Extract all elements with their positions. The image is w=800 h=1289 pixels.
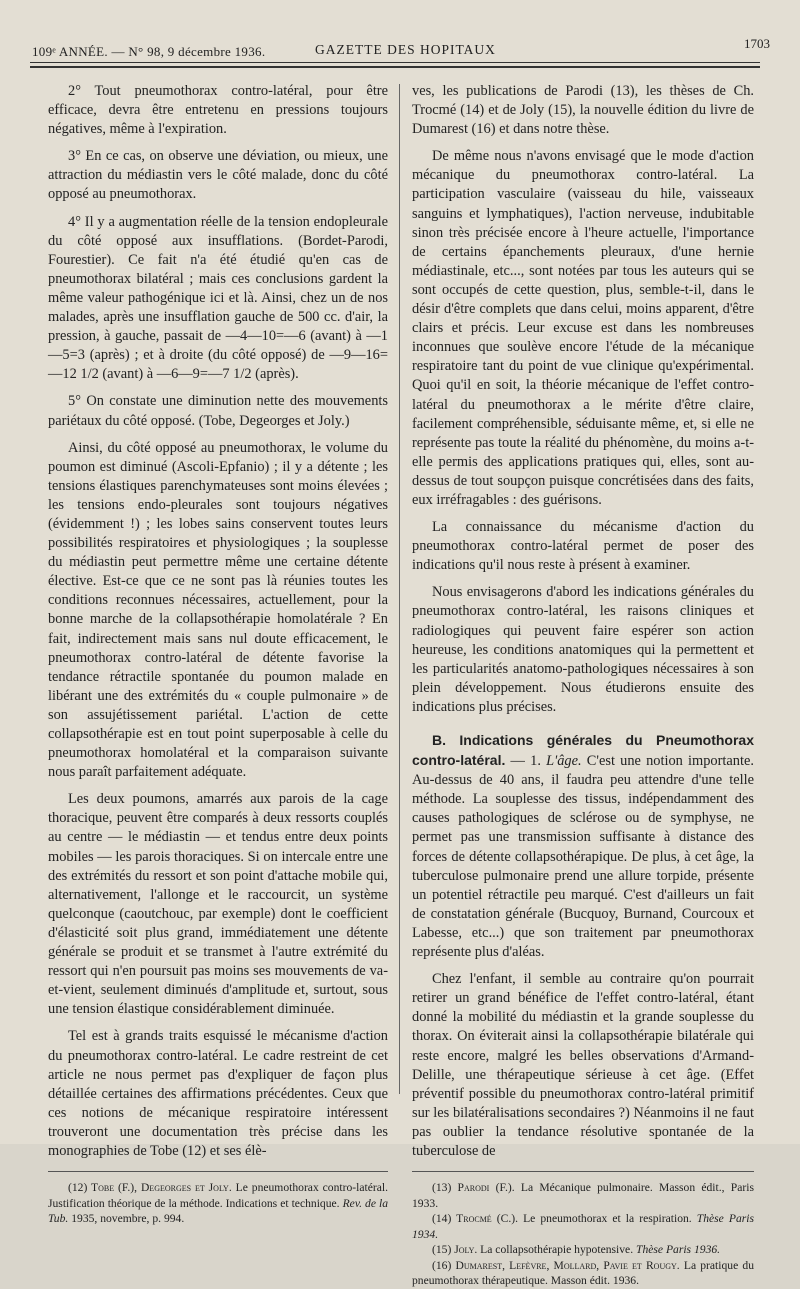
footnote-thesis: Thèse Paris 1934. bbox=[412, 1212, 754, 1241]
journal-title: GAZETTE DES HOPITAUX bbox=[315, 42, 496, 57]
footnote-rule bbox=[412, 1171, 754, 1172]
paragraph: ves, les publications de Parodi (13), les thèses de Ch. Trocmé (14) et de Joly (15), la nouvelle édition du livre de Dumarest (16) et dans notre thèse. bbox=[412, 83, 754, 138]
footnote-text: Le pneumothorax contro-latéral. Justification théorique de la méthode. Indications et technique. bbox=[48, 1181, 388, 1210]
footnote-12 bbox=[48, 1180, 388, 1227]
issue-line: 109ᵉ ANNÉE. — N° 98, 9 décembre 1936. bbox=[32, 44, 266, 59]
paragraph: Ainsi, du côté opposé au pneumothorax, le volume du poumon est diminué (Ascoli-Epfanio) ; il y a détente ; les tensions élastiques parenchymateuses sont moins élevées ; les tensions endo-pleurales sont toujours négatives (évidemment !) ; les lobes sains conservent toutes leurs possibilités respiratoires et physiologiques ; la souplesse du médiastin peut permettre même une certaine détente élective. Est-ce que ce ne sont pas là réunies toutes les conditions reconnues nécessaires, actuellement, pour la bonne marche de la collapsothérapie homolatérale ? En fait, indirectement mais sans nul doute efficacement, le pneumothorax contro-latéral de détente favorise la tendance rétractile spontanée du poumon malade en libérant une des extrémités du « couple pulmonaire » de son assujétissement pariétal. L'action de cette collapsothérapie est en tout point superposable à celle du pneumothorax homolatéral et la comparaison suivante nous paraît parfaitement adéquate. bbox=[48, 439, 388, 781]
footnote-author: (16) Dumarest, Lefèvre, Mollard, Pavie et Rougy. bbox=[432, 1258, 680, 1272]
footnote-14 bbox=[412, 1211, 754, 1242]
term: L'âge. bbox=[546, 753, 582, 770]
column-divider bbox=[399, 84, 400, 1094]
footnote-15 bbox=[412, 1242, 754, 1258]
footnote-text: Le pneumothorax et la respiration. bbox=[523, 1212, 692, 1226]
footnote-author: (13) Parodi (F.). bbox=[432, 1181, 515, 1195]
page-number: 1703 bbox=[744, 36, 770, 51]
footnote-rule bbox=[48, 1171, 388, 1172]
footnote-author: (14) Trocmé (C.). bbox=[432, 1212, 518, 1226]
section-paragraph bbox=[412, 731, 754, 962]
right-column bbox=[412, 82, 754, 1289]
footnote-13 bbox=[412, 1180, 754, 1211]
page-header bbox=[30, 28, 770, 64]
left-column bbox=[48, 82, 388, 1227]
footnote-text: 1935, novembre, p. 994. bbox=[71, 1212, 185, 1226]
paragraph: Nous envisagerons d'abord les indications générales du pneumothorax contro-latéral, les raisons cliniques et radiologiques qui peuvent faire espérer son action heureuse, les conditions anatomiques qui la permettent et les particularités anatomo-pathologiques nécessaires à son plein développement. Nous étudierons ensuite des indications plus précises. bbox=[412, 584, 754, 715]
footnote-text: La Mécanique pulmonaire. Masson édit., Paris 1933. bbox=[412, 1181, 754, 1210]
paragraph: La connaissance du mécanisme d'action du pneumothorax contro-latéral permet de poser des indications qu'il nous reste à présent à examiner. bbox=[412, 519, 754, 574]
footnote-text: La pratique du pneumothorax thérapeutique. Masson édit. 1936. bbox=[412, 1258, 754, 1288]
header-rule-double bbox=[30, 66, 760, 68]
footnote-author: (12) Tobe (F.), Degeorges et Joly. bbox=[68, 1181, 232, 1195]
paragraph: 4° Il y a augmentation réelle de la tension endopleurale du côté opposé aux insufflations. (Bordet-Parodi, Fourestier). Ce fait n'a été étudié qu'en cas de pneumothorax bilatéral ; mais ces conclusions gardent la même valeur pathogénique ici et là. Ainsi, chez un de nos malades, après une insufflation gauche de 500 cc. d'air, la pression, à gauche, passait de —4—10=—6 (avant) à —1—5=3 (après) ; et à droite (du côté opposé) de —9—16=—12 1/2 (avant) à —6—9=—7 1/2 (après). bbox=[48, 213, 388, 383]
footnote-journal: Rev. de la Tub. bbox=[48, 1196, 389, 1226]
paragraph-text: C'est une notion importante. Au-dessus de 40 ans, il faudra peu attendre d'une telle méthode. La souplesse des tissus, indépendamment des causes pathologiques de sclérose ou de symphyse, ne permet pas une transmission suffisante à distance des forces de détente collapsothérapique. De plus, à cet âge, la tuberculose pulmonaire prend une allure torpide, présente un potentiel rétractile peu marqué. C'est d'ailleurs un fait de constatation générale (Bucquoy, Burnand, Courcoux et Labesse, etc...) que son traitement par pneumothorax représente plus d'aléas. bbox=[412, 753, 754, 961]
paragraph: 5° On constate une diminution nette des mouvements pariétaux du côté opposé. (Tobe, Degeorges et Joly.) bbox=[48, 393, 388, 429]
paragraph: Chez l'enfant, il semble au contraire qu'on pourrait retirer un grand bénéfice de l'effet contro-latéral, étant donné la mobilité du médiastin et la grande souplesse du thorax. On éviterait ainsi la collapsothérapie bilatérale qui reste encore, malgré les belles observations d'Armand-Delille, une thérapeutique sérieuse à cet âge. (Effet préventif possible du pneumothorax contro-latéral primitif sur les bilatéralisations secondaires ?) Néanmoins il ne faut pas oublier la tendance résolutive spontanée de la tuberculose de bbox=[412, 971, 754, 1159]
paragraph: 2° Tout pneumothorax contro-latéral, pour être efficace, devra être entretenu en pressions toujours négatives, même à l'expiration. bbox=[48, 83, 388, 138]
lead: — 1. bbox=[510, 753, 541, 770]
section-heading: B. Indications générales du Pneumothorax contro-latéral. bbox=[412, 732, 754, 769]
paragraph: De même nous n'avons envisagé que le mode d'action mécanique du pneumothorax contro-latéral. La participation vasculaire (vaisseau du hile, vaisseaux sanguins et lymphatiques), l'action nerveuse, indubitable sinon très précisée encore à l'heure actuelle, l'importance de certains épanchements pleuraux, d'une hernie médiastinale, etc..., sont notées par tous les auteurs qui se sont occupés de cette question, plus, semble-t-il, dans le désir d'être complets que dans celui, moins apparent, d'être clairs et précis. Leur excuse est dans les nombreuses inconnues que soulève encore l'étude de la mécanique respiratoire tant du point de vue clinique qu'expérimental. Quoi qu'il en soit, la théorie mécanique de l'effet contro-latéral du pneumothorax a le mérite d'être claire, facilement compréhensible, séduisante même, et, si elle ne représente pas toute la réalité du phénomène, du moins a-t-elle permis des applications pratiques qui, elles, sont au-dessus de tout soupçon puisque concrétisées dans des faits, eux irréfragables : des guérisons. bbox=[412, 148, 754, 508]
header-rule bbox=[30, 62, 760, 63]
paragraph: 3° En ce cas, on observe une déviation, ou mieux, une attraction du médiastin vers le côté malade, donc du côté opposé au pneumothorax. bbox=[48, 148, 388, 203]
paragraph: Les deux poumons, amarrés aux parois de la cage thoracique, peuvent être comparés à deux ressorts couplés au centre — le médiastin — et tendus entre deux points mobiles — les parois thoraciques. Si on intercale entre une des extrémités du ressort et son point d'attache mobile qui, alternativement, l'allonge et le raccourcit, un système quelconque (caoutchouc, par exemple) dont le coefficient d'élasticité soit plus grand, immédiatement une détente générale se produit et se transmet à l'autre extrémité du ressort qui n'en poursuit pas moins ses mouvements de va-et-vient, seulement diminués d'amplitude et, surtout, sous une tension élastique considérablement diminuée. bbox=[48, 791, 388, 1018]
footnote-16 bbox=[412, 1258, 754, 1289]
footnote-author: (15) Joly. bbox=[432, 1243, 478, 1257]
footnote-thesis: Thèse Paris 1936. bbox=[636, 1243, 721, 1257]
paragraph: Tel est à grands traits esquissé le mécanisme d'action du pneumothorax contro-latéral. Le cadre restreint de cet article ne nous permet pas d'expliquer de façon plus détaillée certaines des affirmations précédentes. Ceux que ces notions de mécanique respiratoire intéressent trouveront une documentation très précise dans les monographies de Tobe (12) et ses élè- bbox=[48, 1028, 388, 1159]
footnote-text: La collapsothérapie hypotensive. bbox=[480, 1243, 634, 1257]
